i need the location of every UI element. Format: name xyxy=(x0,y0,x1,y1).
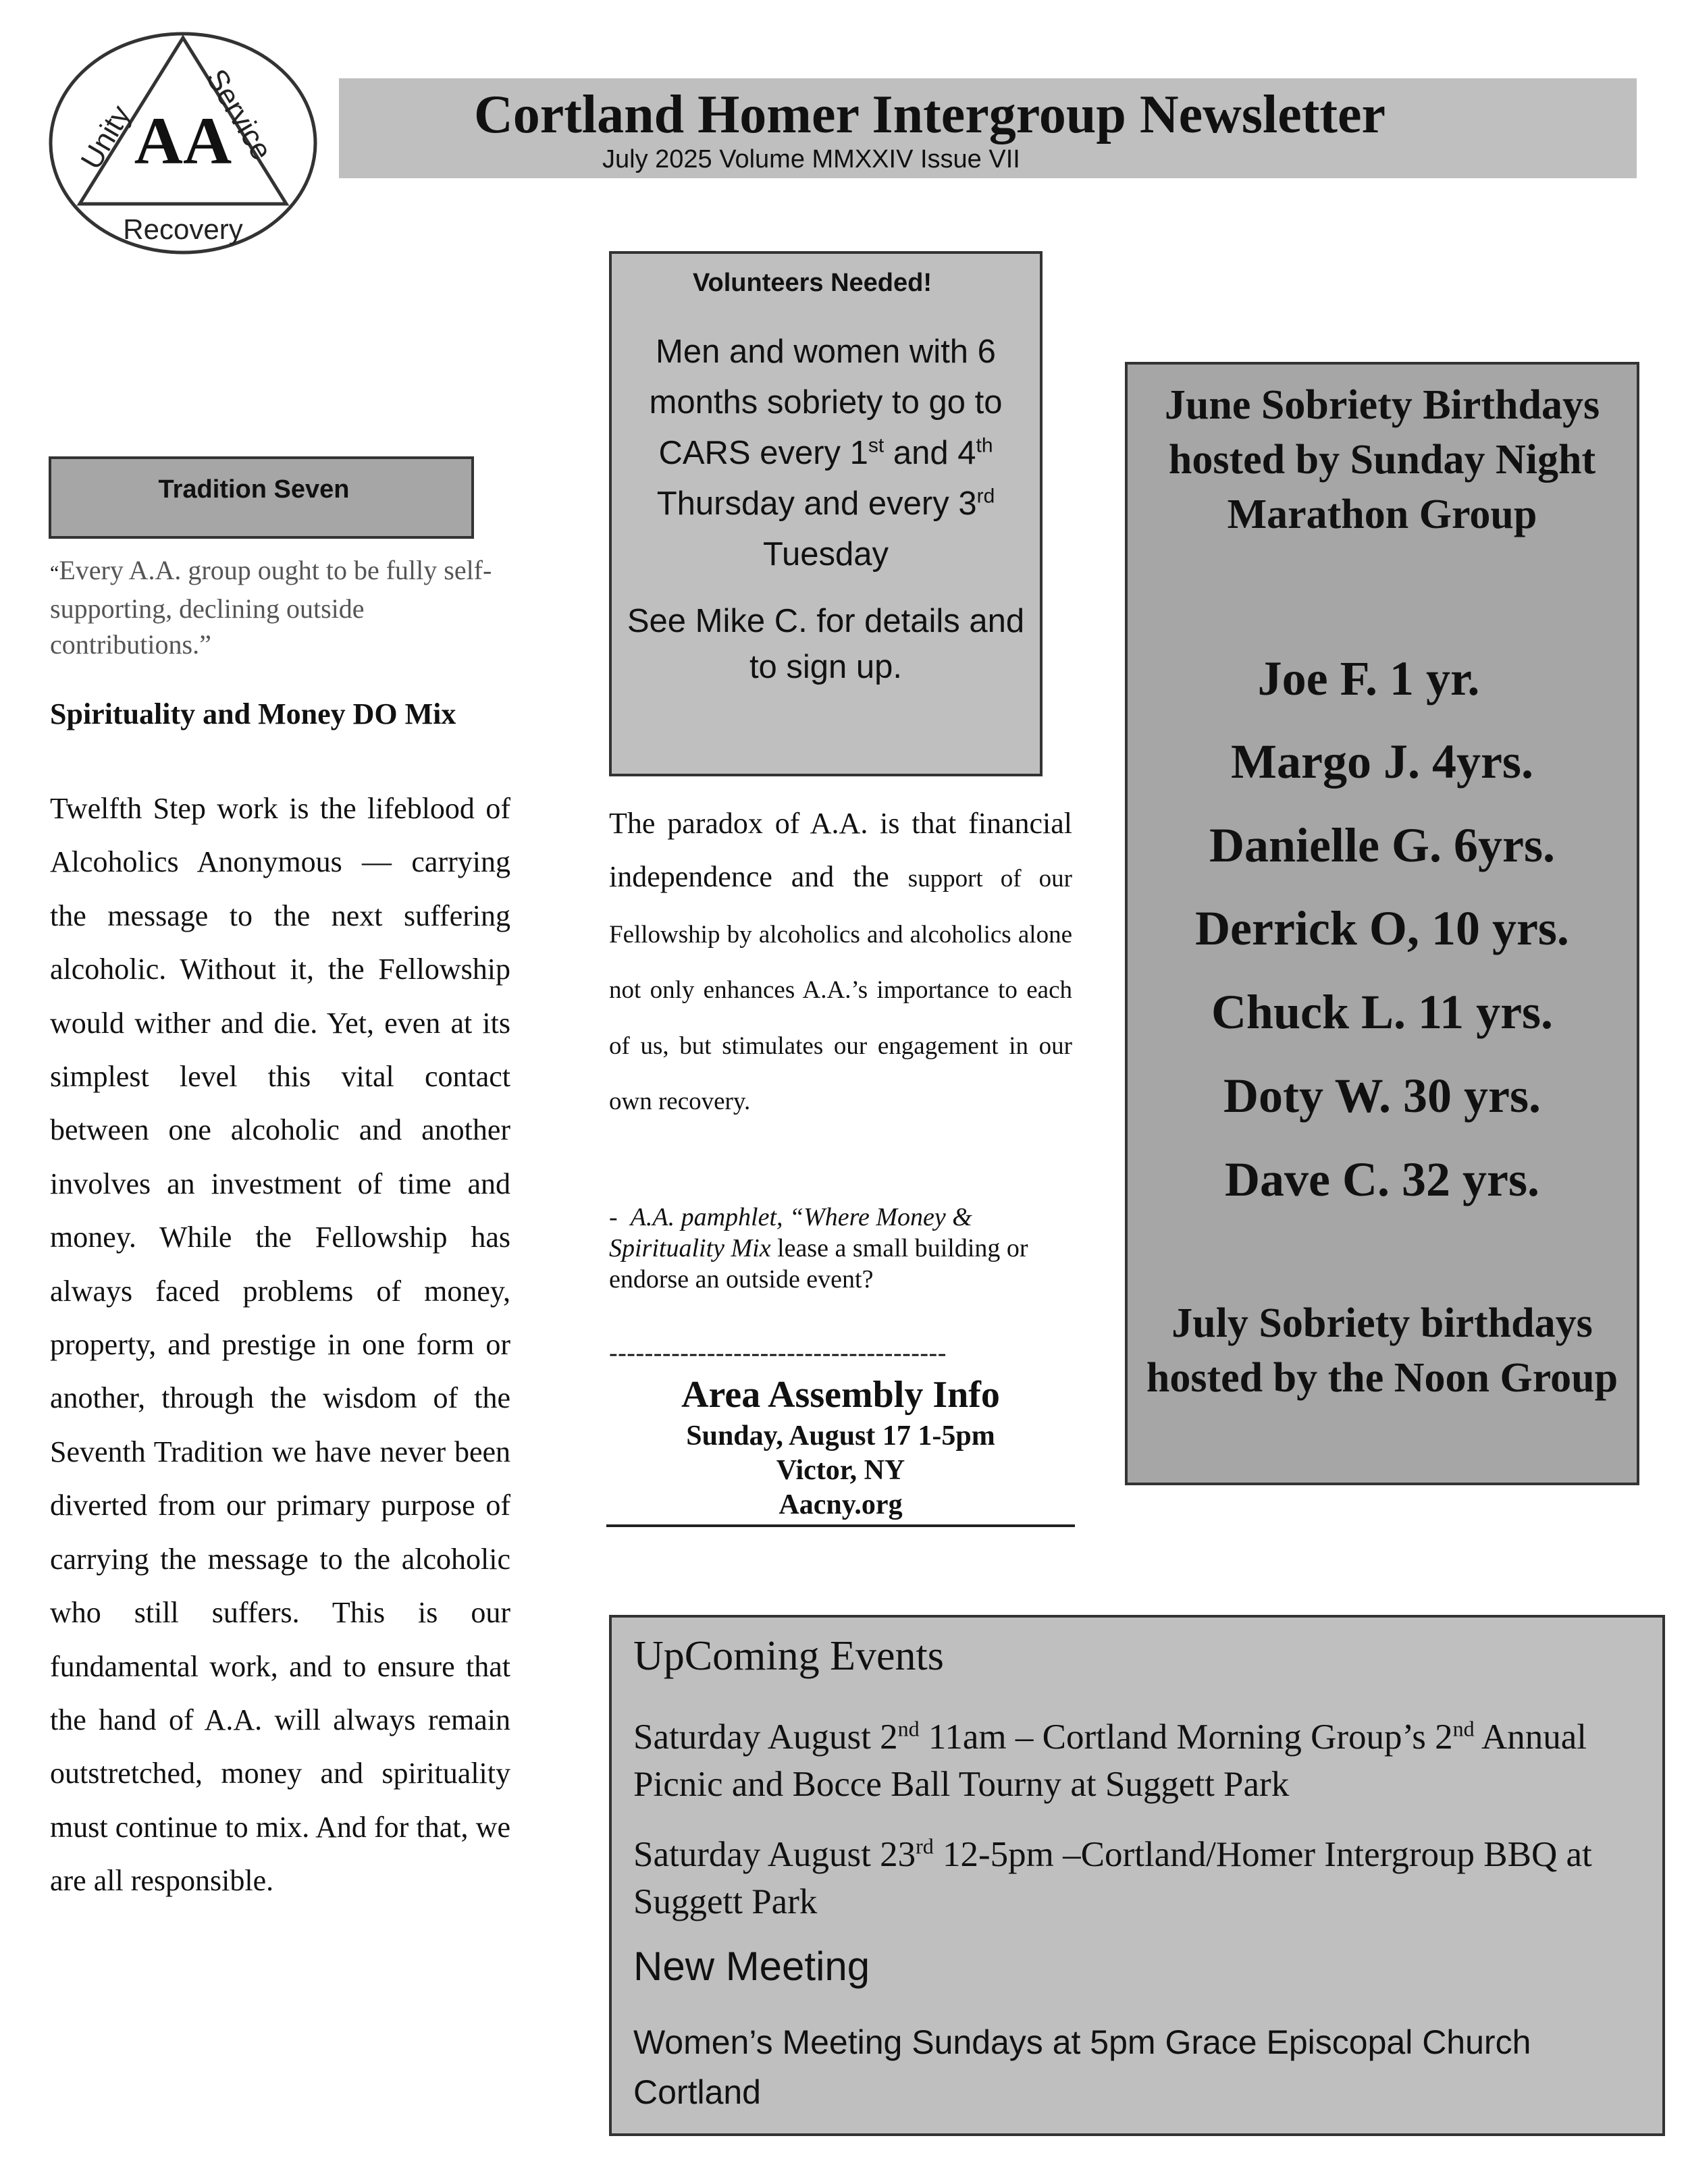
assembly-rule xyxy=(606,1524,1075,1527)
events-box xyxy=(609,1615,1665,2136)
event-text: 12-5pm –Cortland/Homer Intergroup BBQ at Suggett Park xyxy=(633,1835,1592,1921)
volunteers-body xyxy=(612,327,1040,580)
volunteers-line: Men and women with 6 months sobriety to go to CARS every 1 xyxy=(649,334,1003,471)
volunteers-box xyxy=(609,251,1043,776)
assembly-title: Area Assembly Info xyxy=(681,1374,1000,1416)
birthday-item: Chuck L. 11 yrs. xyxy=(1211,985,1554,1039)
pamphlet-prefix: - xyxy=(609,1203,631,1231)
events-title: UpComing Events xyxy=(633,1633,944,1679)
event-text: Annual Picnic and Bocce Ball Tourny at Suggett Park xyxy=(633,1717,1587,1804)
volunteers-contact: See Mike C. for details and to sign up. xyxy=(627,603,1025,685)
area-assembly xyxy=(606,1370,1075,1522)
quote-mark: “ xyxy=(50,562,59,584)
birthday-box xyxy=(1125,362,1639,1485)
logo-unity: Unity xyxy=(74,99,138,176)
logo-recovery: Recovery xyxy=(123,213,243,245)
birthday-item: Joe F. 1 yr. xyxy=(1257,651,1480,705)
event-text: Saturday August 2 xyxy=(633,1717,898,1757)
assembly-site: Aacny.org xyxy=(779,1489,903,1520)
birthday-item: Doty W. 30 yrs. xyxy=(1223,1069,1541,1123)
volunteers-sup: th xyxy=(976,434,993,457)
article-body: Twelfth Step work is the lifeblood of Alcoholics Anonymous — carrying the message to the next suffering alcoholic. Without it, the Fellowship would wither and die. Yet, even at its simplest level this vital contact between one alcoholic and another involves an investment of time and money. While the Fellowship has always faced problems of money, property, and prestige in one form or another, through the wisdom of the Seventh Tradition we have never been diverted from our primary purpose of carrying the message to the alcoholic who still suffers. This is our fundamental work, and to ensure that the hand of A.A. will always remain outstretched, money and spirituality must continue to mix. And for that, we are all responsible. xyxy=(50,792,510,1898)
pamphlet-citation xyxy=(609,1202,1072,1295)
assembly-location: Victor, NY xyxy=(776,1455,905,1486)
tradition-box xyxy=(49,456,474,539)
logo-service: Service xyxy=(199,63,279,166)
dashed-separator: -------------------------------------- xyxy=(609,1339,947,1367)
birthday-item: Margo J. 4yrs. xyxy=(1231,735,1533,789)
quote-text: Every A.A. group ought to be fully self-supporting, declining outside contributions.” xyxy=(50,555,492,660)
volunteers-sup: rd xyxy=(976,485,995,508)
birthday-item: Dave C. 32 yrs. xyxy=(1225,1152,1539,1206)
pamphlet-tail: lease a small building or endorse an outside event? xyxy=(609,1234,1028,1294)
tradition-label: Tradition Seven xyxy=(158,475,350,504)
event-sup: nd xyxy=(1452,1716,1475,1741)
new-meeting-title: New Meeting xyxy=(633,1944,870,1989)
event-item xyxy=(633,1713,1646,1808)
pamphlet-source: A.A. pamphlet, “Where Money & Spirituality Mix xyxy=(609,1203,972,1262)
aa-logo xyxy=(45,28,321,258)
issue-line: July 2025 Volume MMXXIV Issue VII xyxy=(602,145,1020,174)
volunteers-heading: Volunteers Needed! xyxy=(692,269,932,297)
birthday-item: Derrick O, 10 yrs. xyxy=(1195,901,1569,955)
event-text: Saturday August 23 xyxy=(633,1835,916,1874)
june-birthdays-heading: June Sobriety Birthdays hosted by Sunday Night Marathon Group xyxy=(1164,382,1600,537)
volunteers-sup: st xyxy=(868,434,885,457)
tradition-quote xyxy=(50,552,516,662)
event-sup: nd xyxy=(897,1716,920,1741)
paradox-part: The paradox of A.A. is that financial independence and the xyxy=(609,807,1072,894)
new-meeting-text: Women’s Meeting Sundays at 5pm Grace Episcopal Church Cortland xyxy=(633,2023,1531,2111)
event-sup: rd xyxy=(916,1834,934,1859)
article-heading: Spirituality and Money DO Mix xyxy=(50,697,456,730)
newsletter-title: Cortland Homer Intergroup Newsletter xyxy=(473,85,1386,144)
volunteers-line: Thursday and every 3 xyxy=(656,485,977,522)
event-text: 11am – Cortland Morning Group’s 2 xyxy=(919,1717,1453,1757)
event-item xyxy=(633,1831,1646,1925)
volunteers-line: Tuesday xyxy=(762,536,889,572)
volunteers-line: and 4 xyxy=(884,435,976,471)
july-birthdays-heading: July Sobriety birthdays hosted by the Noon Group xyxy=(1146,1300,1618,1401)
paradox-part: support of our Fellowship by alcoholics and alcoholics alone not only enhances A.A.’s importance to each of us, but stimulates our engagement in our own recovery. xyxy=(609,865,1073,1116)
logo-aa: AA xyxy=(134,103,232,178)
paradox-text xyxy=(609,797,1072,1128)
birthday-item: Danielle G. 6yrs. xyxy=(1209,818,1555,872)
assembly-date: Sunday, August 17 1-5pm xyxy=(686,1420,995,1451)
